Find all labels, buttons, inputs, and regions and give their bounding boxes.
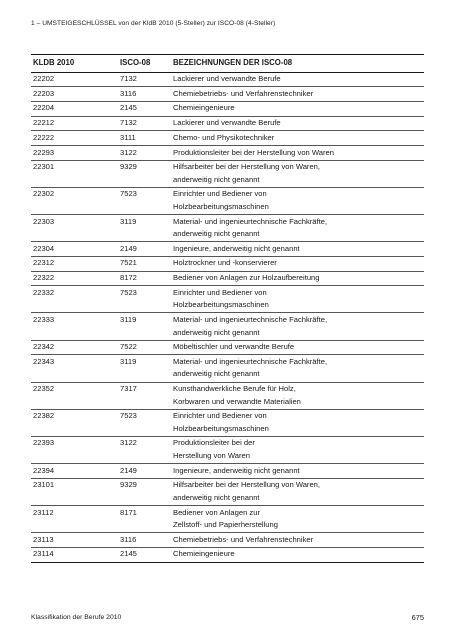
cell-isco: 8171 [120,507,137,517]
cell-bezeichnung-line: anderweitig nicht genannt [173,492,260,502]
cell-bezeichnung-line: Chemieingenieure [173,549,235,559]
cell-kldb: 23112 [33,507,54,517]
cell-bezeichnung [171,215,424,241]
cell-bezeichnung-line: Lackierer und verwandte Berufe [173,118,281,128]
table-row [31,102,424,117]
cell-kldb: 22302 [33,189,55,199]
cell-isco: 2149 [120,243,137,253]
cell-isco: 7317 [120,384,137,394]
column-header-bezeichnung: BEZEICHNUNGEN DER ISCO-08 [173,58,293,67]
table-body [31,73,424,563]
cell-isco: 3122 [120,147,137,157]
cell-bezeichnung [171,102,424,116]
cell-bezeichnung-line: Chemo- und Physikotechniker [173,132,275,142]
cell-bezeichnung [171,464,424,478]
cell-bezeichnung-line: Ingenieure, anderweitig nicht genannt [173,465,300,475]
page-number: 675 [411,613,424,622]
cell-bezeichnung [171,131,424,145]
cell-bezeichnung-line: Lackierer und verwandte Berufe [173,74,281,84]
cell-bezeichnung [171,383,424,409]
cell-bezeichnung-line: Einrichter und Bediener von [173,189,267,199]
cell-kldb: 22382 [33,411,55,421]
table-header-row [31,54,424,73]
cell-bezeichnung-line: Holztrockner und -konservierer [173,258,277,268]
table-row [31,479,424,506]
cell-bezeichnung-line: Material- und ingenieurtechnische Fachkräfte, [173,315,328,325]
cell-kldb: 22222 [33,132,55,142]
cell-bezeichnung-line: Herstellung von Waren [173,450,250,460]
cell-kldb: 22352 [33,384,55,394]
cell-bezeichnung-line: Kunsthandwerkliche Berufe für Holz, [173,384,296,394]
cell-kldb: 22204 [33,103,55,113]
cell-bezeichnung [171,146,424,160]
cell-isco: 3122 [120,438,137,448]
cell-bezeichnung-line: Einrichter und Bediener von [173,287,267,297]
cell-bezeichnung-line: Holzbearbeitungsmaschinen [173,300,269,310]
cell-bezeichnung-line: Bediener von Anlagen zur [173,507,260,517]
table-row [31,410,424,437]
cell-kldb: 22394 [33,465,55,475]
cell-bezeichnung [171,410,424,436]
cell-kldb: 22304 [33,243,55,253]
running-header: 1 – UMSTEIGESCHLÜSSEL von der KldB 2010 (5-Steller) zur ISCO-08 (4-Steller) [31,20,276,27]
cell-bezeichnung [171,286,424,312]
cell-isco: 9329 [120,480,137,490]
cell-bezeichnung [171,73,424,87]
cell-isco: 7523 [120,189,137,199]
table-row [31,188,424,215]
cell-bezeichnung-line: anderweitig nicht genannt [173,369,260,379]
table-row [31,313,424,340]
cell-isco: 8172 [120,273,137,283]
cell-kldb: 22393 [33,438,55,448]
cell-bezeichnung-line: Hilfsarbeiter bei der Herstellung von Waren, [173,162,321,172]
table-row [31,506,424,533]
table-row [31,117,424,132]
footer-publication: Klassifikation der Berufe 2010 [31,614,122,621]
cell-bezeichnung-line: Hilfsarbeiter bei der Herstellung von Waren, [173,480,321,490]
table-row [31,341,424,356]
cell-bezeichnung-line: anderweitig nicht genannt [173,229,260,239]
cell-bezeichnung [171,355,424,381]
cell-isco: 3111 [120,132,136,142]
table-row [31,87,424,102]
cell-isco: 3116 [120,88,137,98]
cell-isco: 7522 [120,342,137,352]
cell-isco: 7521 [120,258,137,268]
cell-bezeichnung-line: Material- und ingenieurtechnische Fachkräfte, [173,356,328,366]
table-row [31,464,424,479]
table-row [31,215,424,242]
cell-bezeichnung [171,437,424,463]
table-row [31,272,424,287]
cell-kldb: 22203 [33,88,55,98]
cell-bezeichnung [171,341,424,355]
table-row [31,257,424,272]
cell-bezeichnung-line: Chemiebetriebs- und Verfahrenstechniker [173,88,314,98]
cell-bezeichnung-line: Ingenieure, anderweitig nicht genannt [173,243,300,253]
cell-kldb: 22342 [33,342,55,352]
cell-bezeichnung-line: Chemieingenieure [173,103,235,113]
table-row [31,355,424,382]
table-row [31,161,424,188]
cell-bezeichnung [171,257,424,271]
cell-bezeichnung-line: anderweitig nicht genannt [173,327,260,337]
cell-bezeichnung [171,161,424,187]
cell-isco: 3119 [120,216,137,226]
table-row [31,548,424,563]
cell-isco: 7132 [120,118,137,128]
table-row [31,437,424,464]
cell-bezeichnung-line: Produktionsleiter bei der [173,438,255,448]
cell-isco: 2145 [120,549,137,559]
cell-kldb: 22212 [33,118,55,128]
table-row [31,131,424,146]
cell-isco: 3119 [120,315,137,325]
cell-bezeichnung [171,506,424,532]
cell-bezeichnung [171,533,424,547]
table-row [31,242,424,257]
cell-bezeichnung [171,188,424,214]
cell-kldb: 22293 [33,147,55,157]
cell-kldb: 23101 [33,480,55,490]
cell-bezeichnung-line: Korbwaren und verwandte Materialien [173,396,301,406]
column-header-kldb: KLDB 2010 [33,58,75,67]
cell-kldb: 22301 [33,162,55,172]
cell-isco: 3116 [120,534,137,544]
cell-bezeichnung-line: Holzbearbeitungsmaschinen [173,201,269,211]
cell-kldb: 22343 [33,356,55,366]
cell-isco: 3119 [120,356,137,366]
cell-bezeichnung [171,313,424,339]
cell-kldb: 22202 [33,74,55,84]
column-header-isco: ISCO-08 [120,58,151,67]
cell-bezeichnung-line: Produktionsleiter bei der Herstellung von Waren [173,147,334,157]
cell-bezeichnung [171,272,424,286]
table-row [31,533,424,548]
cell-kldb: 23114 [33,549,54,559]
cell-kldb: 22322 [33,273,55,283]
cell-bezeichnung [171,242,424,256]
cell-kldb: 23113 [33,534,54,544]
cell-kldb: 22332 [33,287,55,297]
cell-kldb: 22312 [33,258,55,268]
cell-bezeichnung [171,87,424,101]
table-row [31,286,424,313]
cell-isco: 2149 [120,465,137,475]
table-row [31,146,424,161]
cell-isco: 7132 [120,74,137,84]
cell-isco: 7523 [120,287,137,297]
cell-bezeichnung-line: Bediener von Anlagen zur Holzaufbereitung [173,273,320,283]
cell-bezeichnung [171,117,424,131]
cell-bezeichnung-line: Zellstoff- und Papierherstellung [173,520,278,530]
cell-bezeichnung-line: Holzbearbeitungsmaschinen [173,423,269,433]
cell-bezeichnung-line: anderweitig nicht genannt [173,174,260,184]
cell-bezeichnung-line: Möbeltischler und verwandte Berufe [173,342,295,352]
cell-kldb: 22303 [33,216,55,226]
cell-bezeichnung-line: Einrichter und Bediener von [173,411,267,421]
cell-isco: 2145 [120,103,137,113]
cell-kldb: 22333 [33,315,55,325]
table-row [31,383,424,410]
cell-bezeichnung-line: Material- und ingenieurtechnische Fachkräfte, [173,216,328,226]
cell-bezeichnung [171,548,424,562]
table-row [31,73,424,88]
cell-isco: 9329 [120,162,137,172]
mapping-table [31,54,424,563]
cell-isco: 7523 [120,411,137,421]
cell-bezeichnung-line: Chemiebetriebs- und Verfahrenstechniker [173,534,314,544]
cell-bezeichnung [171,479,424,505]
